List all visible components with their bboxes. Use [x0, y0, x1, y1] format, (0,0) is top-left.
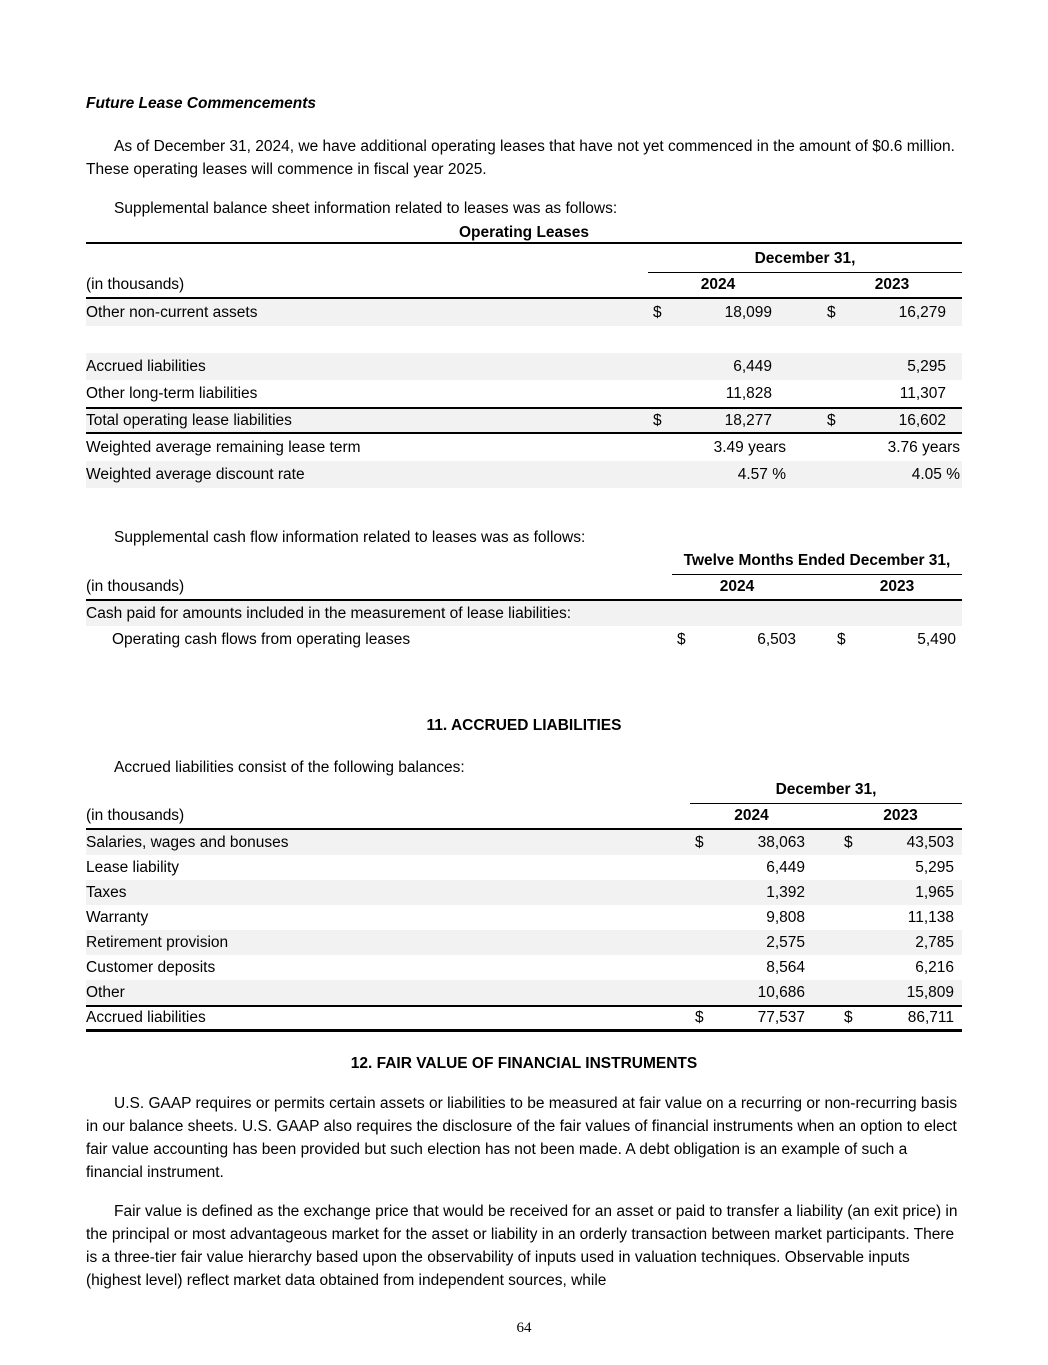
- amount-2024: 18,277: [724, 411, 772, 429]
- year-column-2023: 2023: [879, 578, 915, 595]
- table-row-blank: [86, 326, 962, 353]
- table-period-header-row: [86, 781, 962, 804]
- fair-value-paragraph-2: Fair value is defined as the exchange price that would be received for an asset or paid to transfer a liability (an exit price) in the principal or most advantageous market for the asset or liability in an orderly transaction between market participants. There is a three-tier fair value hierarchy based upon the observability of inputs used in valuation techniques. Observable inputs (highest level) reflect market data obtained from independent sources, while: [86, 1203, 958, 1289]
- value-2024: 3.49 years: [713, 438, 786, 456]
- row-label: Other long-term liabilities: [86, 384, 258, 402]
- row-label: Retirement provision: [86, 933, 229, 951]
- amount-2024: 6,449: [733, 357, 772, 375]
- year-column-2024: 2024: [700, 276, 736, 293]
- table-row: [86, 855, 962, 880]
- period-header: Twelve Months Ended December 31,: [672, 552, 962, 575]
- amount-2023: 6,216: [915, 958, 954, 976]
- currency-symbol: $: [653, 303, 662, 321]
- currency-symbol: $: [695, 1009, 704, 1026]
- cash-flow-intro: Supplemental cash flow information related to leases was as follows:: [114, 529, 586, 546]
- currency-symbol: $: [844, 1009, 853, 1026]
- fair-value-paragraph-1: U.S. GAAP requires or permits certain assets or liabilities to be measured at fair value on a recurring or non-recurring basis in our balance sheets. U.S. GAAP also requires the disclosure of the fair values of financial instruments when an option to elect fair value accounting has been provided but such election has not been made. A debt obligation is an example of such a financial instrument.: [86, 1095, 958, 1181]
- amount-2023: 86,711: [907, 1009, 954, 1026]
- row-label: Lease liability: [86, 858, 180, 876]
- amount-2024: 9,808: [766, 908, 805, 926]
- unit-label: (in thousands): [86, 578, 185, 595]
- amount-2024: 38,063: [757, 833, 805, 851]
- row-label: Customer deposits: [86, 958, 216, 976]
- table-row-section: [86, 601, 962, 626]
- year-column-2023: 2023: [874, 276, 910, 293]
- row-label: Accrued liabilities: [86, 1009, 206, 1026]
- fair-value-heading: 12. FAIR VALUE OF FINANCIAL INSTRUMENTS: [350, 1055, 698, 1072]
- accrued-liabilities-heading: 11. ACCRUED LIABILITIES: [426, 717, 622, 734]
- table-row: [86, 905, 962, 930]
- amount-2024: 6,449: [766, 858, 805, 876]
- accrued-liabilities-table: [86, 781, 962, 1032]
- amount-2023: 5,295: [907, 357, 946, 375]
- row-label: Accrued liabilities: [86, 357, 206, 375]
- row-label: Warranty: [86, 908, 149, 926]
- row-label: Taxes: [86, 883, 127, 901]
- period-header: December 31,: [648, 244, 962, 273]
- value-2024: 4.57 %: [737, 465, 786, 483]
- header-spacer: [86, 244, 648, 273]
- row-label: Cash paid for amounts included in the measurement of lease liabilities:: [86, 604, 572, 622]
- amount-2023: 5,490: [917, 630, 956, 648]
- table-row: [86, 955, 962, 980]
- row-label: Other: [86, 983, 125, 1001]
- currency-symbol: $: [844, 833, 853, 851]
- table-row: [86, 434, 962, 461]
- value-2023: 4.05 %: [911, 465, 960, 483]
- balance-sheet-intro: Supplemental balance sheet information related to leases was as follows:: [114, 200, 618, 217]
- amount-2023: 5,295: [915, 858, 954, 876]
- year-column-2024: 2024: [734, 807, 769, 824]
- row-label: Salaries, wages and bonuses: [86, 833, 289, 851]
- amount-2023: 2,785: [915, 933, 954, 951]
- row-label: Total operating lease liabilities: [86, 411, 292, 429]
- year-column-2024: 2024: [719, 578, 755, 595]
- table-years-row: [86, 804, 962, 830]
- amount-2023: 16,602: [898, 411, 946, 429]
- header-spacer: [86, 552, 672, 575]
- future-lease-heading: Future Lease Commencements: [86, 95, 316, 112]
- currency-symbol: $: [653, 411, 662, 429]
- header-spacer: [86, 781, 690, 804]
- table-row: [86, 461, 962, 488]
- row-label: Weighted average remaining lease term: [86, 438, 361, 456]
- amount-2023: 15,809: [906, 983, 954, 1001]
- table-row: [86, 299, 962, 326]
- table-period-header-row: [86, 244, 962, 273]
- amount-2023: 1,965: [915, 883, 954, 901]
- amount-2023: 16,279: [898, 303, 946, 321]
- amount-2024: 1,392: [766, 883, 805, 901]
- table-years-row: [86, 273, 962, 299]
- table-period-header-row: [86, 552, 962, 575]
- year-column-2023: 2023: [883, 807, 918, 824]
- table-row: [86, 880, 962, 905]
- page-number: 64: [516, 1320, 532, 1336]
- table-row-total: [86, 407, 962, 434]
- table-row: [86, 980, 962, 1005]
- period-header: December 31,: [690, 781, 962, 804]
- table-row-total: [86, 1005, 962, 1032]
- table-row: [86, 830, 962, 855]
- value-2023: 3.76 years: [887, 438, 960, 456]
- amount-2023: 43,503: [906, 833, 954, 851]
- currency-symbol: $: [827, 411, 836, 429]
- amount-2024: 6,503: [757, 630, 796, 648]
- amount-2024: 77,537: [757, 1009, 805, 1026]
- amount-2023: 11,307: [899, 384, 946, 402]
- operating-leases-table: [86, 242, 962, 488]
- row-label: Weighted average discount rate: [86, 465, 305, 483]
- unit-label: (in thousands): [86, 807, 185, 824]
- amount-2024: 18,099: [724, 303, 772, 321]
- future-lease-paragraph: As of December 31, 2024, we have additional operating leases that have not yet commenced in the amount of $0.6 million. These operating leases will commence in fiscal year 2025.: [86, 138, 955, 178]
- document-page: [86, 0, 962, 1292]
- amount-2024: 2,575: [766, 933, 805, 951]
- cash-flow-table: [86, 552, 962, 653]
- amount-2024: 8,564: [766, 958, 805, 976]
- amount-2024: 10,686: [757, 983, 805, 1001]
- unit-label: (in thousands): [86, 276, 185, 293]
- operating-leases-title: Operating Leases: [458, 224, 590, 241]
- currency-symbol: $: [837, 630, 846, 648]
- currency-symbol: $: [827, 303, 836, 321]
- amount-2023: 11,138: [907, 908, 954, 926]
- row-label: Other non-current assets: [86, 303, 258, 321]
- table-row: [86, 380, 962, 407]
- table-row: [86, 353, 962, 380]
- amount-2024: 11,828: [725, 384, 772, 402]
- accrued-liabilities-intro: Accrued liabilities consist of the following balances:: [114, 759, 465, 776]
- table-row: [86, 626, 962, 653]
- table-row: [86, 930, 962, 955]
- row-label: Operating cash flows from operating leases: [112, 630, 411, 648]
- table-years-row: [86, 575, 962, 601]
- currency-symbol: $: [695, 833, 704, 851]
- currency-symbol: $: [677, 630, 686, 648]
